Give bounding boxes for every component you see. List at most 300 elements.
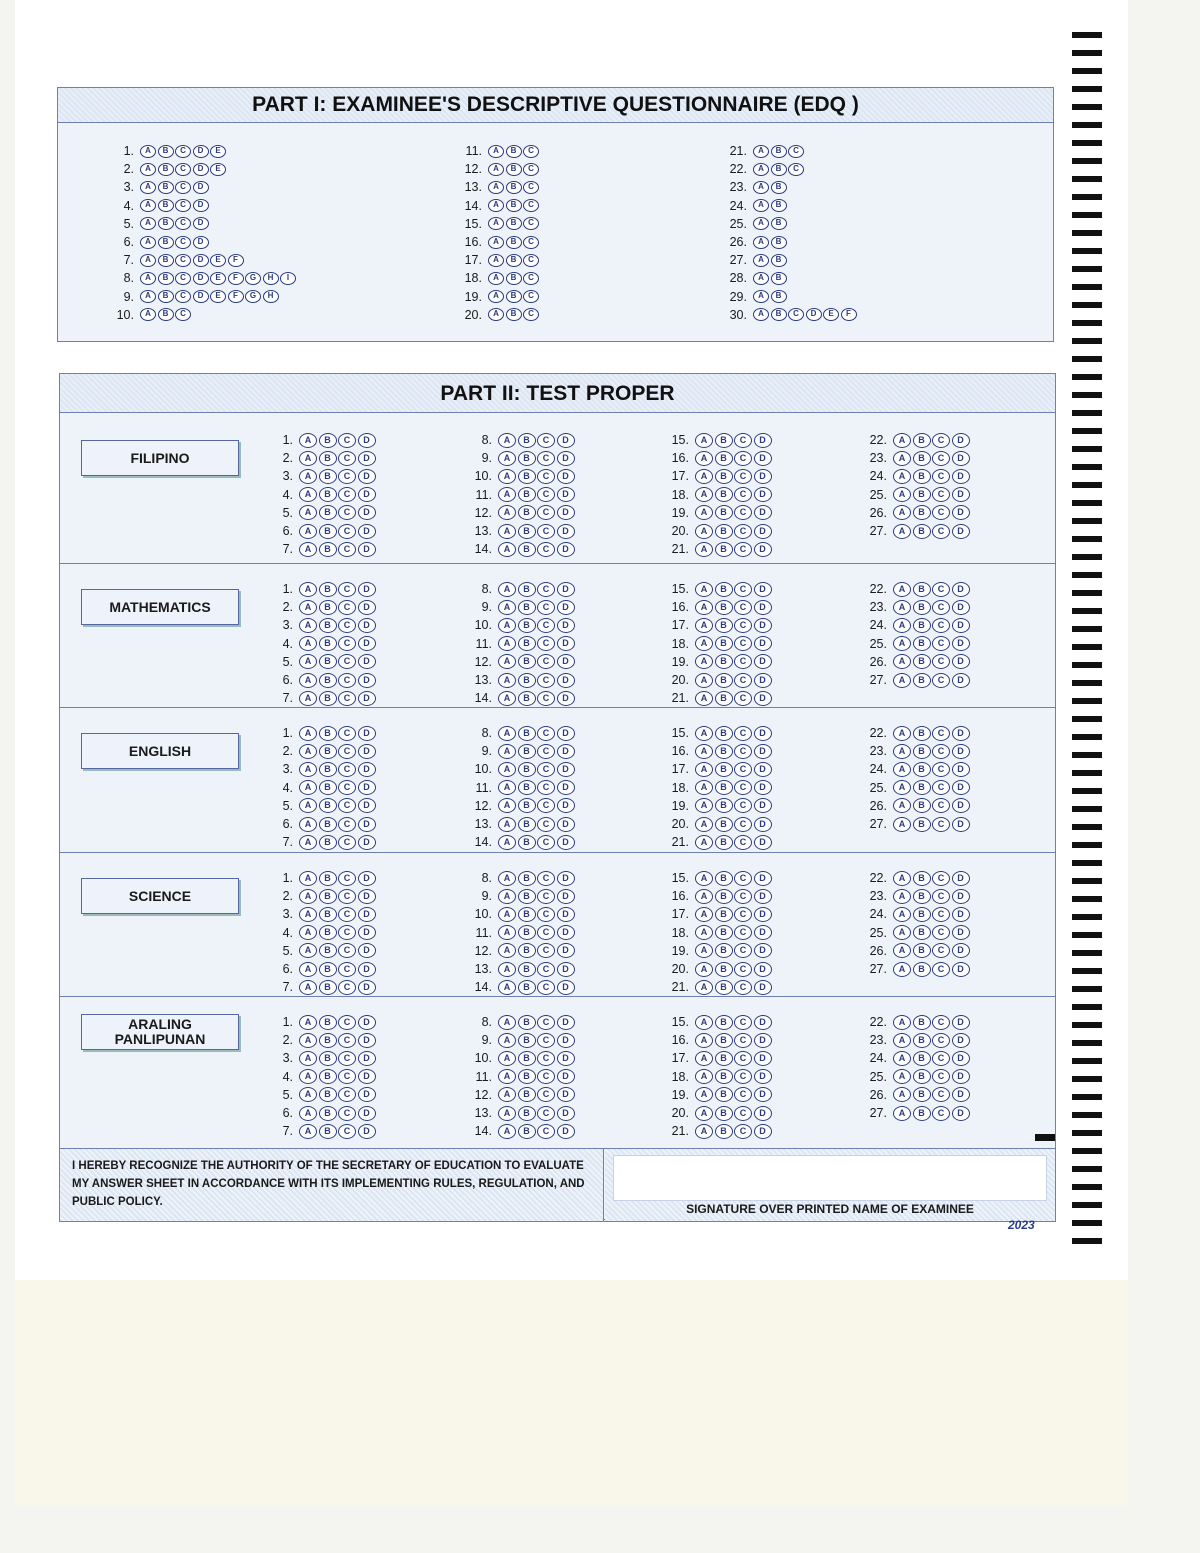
answer-bubble-d[interactable]: D	[358, 780, 376, 795]
answer-bubble-d[interactable]: D	[754, 673, 772, 688]
answer-bubble-a[interactable]: A	[893, 1033, 911, 1048]
answer-bubble-c[interactable]: C	[932, 744, 950, 759]
answer-bubble-b[interactable]: B	[913, 451, 931, 466]
answer-bubble-a[interactable]: A	[498, 835, 516, 850]
answer-bubble-a[interactable]: A	[695, 1087, 713, 1102]
answer-bubble-d[interactable]: D	[193, 290, 209, 303]
answer-bubble-b[interactable]: B	[158, 254, 174, 267]
answer-bubble-b[interactable]: B	[319, 962, 337, 977]
answer-bubble-b[interactable]: B	[518, 691, 536, 706]
answer-bubble-c[interactable]: C	[537, 636, 555, 651]
answer-bubble-b[interactable]: B	[913, 744, 931, 759]
answer-bubble-b[interactable]: B	[518, 962, 536, 977]
answer-bubble-a[interactable]: A	[299, 817, 317, 832]
answer-bubble-b[interactable]: B	[518, 726, 536, 741]
answer-bubble-e[interactable]: E	[210, 290, 226, 303]
answer-bubble-c[interactable]: C	[734, 907, 752, 922]
answer-bubble-d[interactable]: D	[952, 871, 970, 886]
answer-bubble-a[interactable]: A	[299, 505, 317, 520]
answer-bubble-c[interactable]: C	[932, 600, 950, 615]
answer-bubble-d[interactable]: D	[557, 1124, 575, 1139]
answer-bubble-b[interactable]: B	[319, 1069, 337, 1084]
answer-bubble-c[interactable]: C	[537, 691, 555, 706]
answer-bubble-b[interactable]: B	[913, 1087, 931, 1102]
answer-bubble-d[interactable]: D	[358, 1124, 376, 1139]
answer-bubble-a[interactable]: A	[498, 889, 516, 904]
answer-bubble-d[interactable]: D	[754, 1069, 772, 1084]
answer-bubble-c[interactable]: C	[734, 582, 752, 597]
answer-bubble-d[interactable]: D	[952, 469, 970, 484]
answer-bubble-a[interactable]: A	[695, 1069, 713, 1084]
answer-bubble-a[interactable]: A	[299, 654, 317, 669]
answer-bubble-a[interactable]: A	[488, 290, 504, 303]
answer-bubble-b[interactable]: B	[319, 451, 337, 466]
answer-bubble-a[interactable]: A	[498, 1106, 516, 1121]
answer-bubble-d[interactable]: D	[358, 524, 376, 539]
answer-bubble-d[interactable]: D	[952, 1033, 970, 1048]
answer-bubble-d[interactable]: D	[557, 835, 575, 850]
answer-bubble-c[interactable]: C	[537, 505, 555, 520]
answer-bubble-d[interactable]: D	[754, 505, 772, 520]
answer-bubble-a[interactable]: A	[299, 726, 317, 741]
answer-bubble-a[interactable]: A	[695, 673, 713, 688]
answer-bubble-a[interactable]: A	[488, 217, 504, 230]
answer-bubble-h[interactable]: H	[263, 290, 279, 303]
answer-bubble-a[interactable]: A	[695, 871, 713, 886]
answer-bubble-b[interactable]: B	[518, 1087, 536, 1102]
answer-bubble-d[interactable]: D	[557, 673, 575, 688]
answer-bubble-b[interactable]: B	[913, 487, 931, 502]
answer-bubble-a[interactable]: A	[893, 1087, 911, 1102]
answer-bubble-b[interactable]: B	[518, 542, 536, 557]
answer-bubble-d[interactable]: D	[358, 1087, 376, 1102]
answer-bubble-c[interactable]: C	[537, 1051, 555, 1066]
answer-bubble-c[interactable]: C	[338, 469, 356, 484]
answer-bubble-a[interactable]: A	[488, 163, 504, 176]
answer-bubble-c[interactable]: C	[175, 236, 191, 249]
answer-bubble-c[interactable]: C	[734, 726, 752, 741]
answer-bubble-d[interactable]: D	[557, 925, 575, 940]
answer-bubble-b[interactable]: B	[771, 236, 787, 249]
answer-bubble-b[interactable]: B	[913, 780, 931, 795]
answer-bubble-d[interactable]: D	[358, 871, 376, 886]
answer-bubble-d[interactable]: D	[358, 1069, 376, 1084]
answer-bubble-c[interactable]: C	[175, 181, 191, 194]
answer-bubble-c[interactable]: C	[734, 542, 752, 557]
answer-bubble-c[interactable]: C	[734, 1015, 752, 1030]
answer-bubble-a[interactable]: A	[140, 199, 156, 212]
answer-bubble-c[interactable]: C	[734, 835, 752, 850]
answer-bubble-e[interactable]: E	[210, 272, 226, 285]
answer-bubble-a[interactable]: A	[498, 524, 516, 539]
answer-bubble-a[interactable]: A	[498, 780, 516, 795]
answer-bubble-c[interactable]: C	[788, 308, 804, 321]
answer-bubble-c[interactable]: C	[537, 962, 555, 977]
answer-bubble-a[interactable]: A	[893, 505, 911, 520]
answer-bubble-a[interactable]: A	[299, 600, 317, 615]
answer-bubble-c[interactable]: C	[338, 1015, 356, 1030]
answer-bubble-d[interactable]: D	[952, 798, 970, 813]
answer-bubble-d[interactable]: D	[952, 925, 970, 940]
answer-bubble-a[interactable]: A	[695, 636, 713, 651]
answer-bubble-a[interactable]: A	[498, 871, 516, 886]
answer-bubble-a[interactable]: A	[893, 1069, 911, 1084]
answer-bubble-d[interactable]: D	[557, 600, 575, 615]
answer-bubble-d[interactable]: D	[754, 817, 772, 832]
answer-bubble-c[interactable]: C	[932, 618, 950, 633]
answer-bubble-d[interactable]: D	[358, 726, 376, 741]
answer-bubble-a[interactable]: A	[695, 691, 713, 706]
answer-bubble-a[interactable]: A	[498, 433, 516, 448]
answer-bubble-a[interactable]: A	[695, 654, 713, 669]
answer-bubble-c[interactable]: C	[338, 943, 356, 958]
answer-bubble-c[interactable]: C	[734, 487, 752, 502]
answer-bubble-d[interactable]: D	[557, 726, 575, 741]
answer-bubble-b[interactable]: B	[518, 487, 536, 502]
answer-bubble-d[interactable]: D	[358, 600, 376, 615]
answer-bubble-e[interactable]: E	[210, 163, 226, 176]
answer-bubble-d[interactable]: D	[952, 600, 970, 615]
answer-bubble-c[interactable]: C	[523, 290, 539, 303]
answer-bubble-a[interactable]: A	[498, 943, 516, 958]
answer-bubble-a[interactable]: A	[498, 469, 516, 484]
answer-bubble-b[interactable]: B	[518, 1106, 536, 1121]
answer-bubble-b[interactable]: B	[913, 889, 931, 904]
answer-bubble-a[interactable]: A	[488, 199, 504, 212]
answer-bubble-d[interactable]: D	[557, 780, 575, 795]
answer-bubble-b[interactable]: B	[319, 469, 337, 484]
answer-bubble-b[interactable]: B	[771, 290, 787, 303]
answer-bubble-a[interactable]: A	[140, 290, 156, 303]
answer-bubble-a[interactable]: A	[893, 907, 911, 922]
answer-bubble-d[interactable]: D	[358, 505, 376, 520]
answer-bubble-c[interactable]: C	[338, 691, 356, 706]
answer-bubble-d[interactable]: D	[358, 798, 376, 813]
answer-bubble-a[interactable]: A	[695, 618, 713, 633]
answer-bubble-c[interactable]: C	[537, 943, 555, 958]
answer-bubble-b[interactable]: B	[715, 835, 733, 850]
answer-bubble-b[interactable]: B	[319, 835, 337, 850]
answer-bubble-c[interactable]: C	[338, 618, 356, 633]
answer-bubble-d[interactable]: D	[358, 962, 376, 977]
answer-bubble-c[interactable]: C	[734, 1087, 752, 1102]
answer-bubble-c[interactable]: C	[932, 469, 950, 484]
answer-bubble-b[interactable]: B	[158, 272, 174, 285]
answer-bubble-d[interactable]: D	[193, 199, 209, 212]
answer-bubble-b[interactable]: B	[771, 308, 787, 321]
answer-bubble-a[interactable]: A	[498, 1069, 516, 1084]
answer-bubble-c[interactable]: C	[537, 744, 555, 759]
answer-bubble-d[interactable]: D	[557, 762, 575, 777]
answer-bubble-a[interactable]: A	[753, 181, 769, 194]
answer-bubble-b[interactable]: B	[771, 145, 787, 158]
answer-bubble-b[interactable]: B	[715, 943, 733, 958]
answer-bubble-a[interactable]: A	[695, 817, 713, 832]
answer-bubble-c[interactable]: C	[537, 817, 555, 832]
answer-bubble-b[interactable]: B	[518, 943, 536, 958]
answer-bubble-b[interactable]: B	[158, 308, 174, 321]
answer-bubble-a[interactable]: A	[498, 798, 516, 813]
answer-bubble-b[interactable]: B	[319, 1124, 337, 1139]
answer-bubble-b[interactable]: B	[913, 1033, 931, 1048]
answer-bubble-d[interactable]: D	[952, 1069, 970, 1084]
answer-bubble-c[interactable]: C	[338, 542, 356, 557]
answer-bubble-c[interactable]: C	[537, 1087, 555, 1102]
answer-bubble-d[interactable]: D	[358, 618, 376, 633]
answer-bubble-a[interactable]: A	[893, 673, 911, 688]
answer-bubble-c[interactable]: C	[734, 817, 752, 832]
answer-bubble-b[interactable]: B	[715, 1033, 733, 1048]
answer-bubble-a[interactable]: A	[753, 199, 769, 212]
answer-bubble-a[interactable]: A	[753, 272, 769, 285]
answer-bubble-b[interactable]: B	[913, 726, 931, 741]
answer-bubble-d[interactable]: D	[754, 980, 772, 995]
answer-bubble-b[interactable]: B	[518, 524, 536, 539]
answer-bubble-a[interactable]: A	[498, 542, 516, 557]
answer-bubble-c[interactable]: C	[338, 487, 356, 502]
answer-bubble-a[interactable]: A	[498, 925, 516, 940]
answer-bubble-c[interactable]: C	[537, 925, 555, 940]
answer-bubble-a[interactable]: A	[893, 817, 911, 832]
answer-bubble-c[interactable]: C	[338, 835, 356, 850]
answer-bubble-a[interactable]: A	[695, 505, 713, 520]
answer-bubble-d[interactable]: D	[754, 654, 772, 669]
answer-bubble-b[interactable]: B	[913, 505, 931, 520]
answer-bubble-d[interactable]: D	[557, 889, 575, 904]
answer-bubble-c[interactable]: C	[338, 762, 356, 777]
answer-bubble-b[interactable]: B	[913, 798, 931, 813]
answer-bubble-d[interactable]: D	[557, 1087, 575, 1102]
answer-bubble-d[interactable]: D	[358, 1033, 376, 1048]
answer-bubble-b[interactable]: B	[715, 524, 733, 539]
answer-bubble-c[interactable]: C	[338, 889, 356, 904]
answer-bubble-c[interactable]: C	[932, 451, 950, 466]
answer-bubble-d[interactable]: D	[358, 1051, 376, 1066]
answer-bubble-a[interactable]: A	[753, 254, 769, 267]
answer-bubble-c[interactable]: C	[537, 618, 555, 633]
answer-bubble-a[interactable]: A	[498, 1033, 516, 1048]
answer-bubble-d[interactable]: D	[358, 889, 376, 904]
answer-bubble-b[interactable]: B	[158, 217, 174, 230]
answer-bubble-b[interactable]: B	[913, 600, 931, 615]
answer-bubble-c[interactable]: C	[338, 1106, 356, 1121]
answer-bubble-a[interactable]: A	[299, 691, 317, 706]
answer-bubble-a[interactable]: A	[893, 943, 911, 958]
answer-bubble-c[interactable]: C	[175, 290, 191, 303]
answer-bubble-b[interactable]: B	[715, 925, 733, 940]
answer-bubble-a[interactable]: A	[498, 600, 516, 615]
answer-bubble-b[interactable]: B	[715, 1051, 733, 1066]
answer-bubble-d[interactable]: D	[193, 145, 209, 158]
answer-bubble-c[interactable]: C	[734, 1069, 752, 1084]
answer-bubble-d[interactable]: D	[358, 943, 376, 958]
answer-bubble-a[interactable]: A	[695, 835, 713, 850]
answer-bubble-c[interactable]: C	[734, 600, 752, 615]
answer-bubble-c[interactable]: C	[932, 673, 950, 688]
answer-bubble-b[interactable]: B	[518, 433, 536, 448]
answer-bubble-b[interactable]: B	[715, 433, 733, 448]
answer-bubble-a[interactable]: A	[299, 1015, 317, 1030]
answer-bubble-a[interactable]: A	[299, 798, 317, 813]
answer-bubble-c[interactable]: C	[932, 726, 950, 741]
answer-bubble-b[interactable]: B	[319, 505, 337, 520]
answer-bubble-d[interactable]: D	[754, 582, 772, 597]
answer-bubble-a[interactable]: A	[498, 618, 516, 633]
answer-bubble-c[interactable]: C	[788, 163, 804, 176]
answer-bubble-c[interactable]: C	[734, 980, 752, 995]
answer-bubble-a[interactable]: A	[695, 1051, 713, 1066]
answer-bubble-c[interactable]: C	[932, 654, 950, 669]
answer-bubble-a[interactable]: A	[695, 925, 713, 940]
answer-bubble-d[interactable]: D	[557, 817, 575, 832]
answer-bubble-d[interactable]: D	[952, 654, 970, 669]
answer-bubble-b[interactable]: B	[715, 780, 733, 795]
answer-bubble-a[interactable]: A	[893, 618, 911, 633]
answer-bubble-b[interactable]: B	[518, 1051, 536, 1066]
answer-bubble-c[interactable]: C	[537, 582, 555, 597]
answer-bubble-a[interactable]: A	[140, 163, 156, 176]
answer-bubble-b[interactable]: B	[518, 673, 536, 688]
answer-bubble-b[interactable]: B	[715, 762, 733, 777]
answer-bubble-a[interactable]: A	[140, 254, 156, 267]
answer-bubble-a[interactable]: A	[299, 618, 317, 633]
answer-bubble-b[interactable]: B	[771, 199, 787, 212]
answer-bubble-b[interactable]: B	[518, 1124, 536, 1139]
answer-bubble-a[interactable]: A	[893, 1106, 911, 1121]
answer-bubble-b[interactable]: B	[913, 582, 931, 597]
answer-bubble-a[interactable]: A	[498, 487, 516, 502]
answer-bubble-c[interactable]: C	[932, 889, 950, 904]
answer-bubble-b[interactable]: B	[319, 1051, 337, 1066]
answer-bubble-b[interactable]: B	[506, 199, 522, 212]
answer-bubble-f[interactable]: F	[228, 254, 244, 267]
answer-bubble-c[interactable]: C	[338, 1033, 356, 1048]
answer-bubble-b[interactable]: B	[771, 217, 787, 230]
answer-bubble-c[interactable]: C	[734, 780, 752, 795]
answer-bubble-d[interactable]: D	[193, 236, 209, 249]
answer-bubble-b[interactable]: B	[319, 433, 337, 448]
answer-bubble-a[interactable]: A	[140, 308, 156, 321]
answer-bubble-d[interactable]: D	[952, 673, 970, 688]
answer-bubble-a[interactable]: A	[498, 980, 516, 995]
answer-bubble-f[interactable]: F	[228, 290, 244, 303]
answer-bubble-c[interactable]: C	[537, 542, 555, 557]
answer-bubble-b[interactable]: B	[319, 673, 337, 688]
answer-bubble-b[interactable]: B	[715, 1106, 733, 1121]
answer-bubble-d[interactable]: D	[557, 1069, 575, 1084]
answer-bubble-d[interactable]: D	[754, 744, 772, 759]
answer-bubble-a[interactable]: A	[299, 744, 317, 759]
answer-bubble-a[interactable]: A	[893, 962, 911, 977]
answer-bubble-c[interactable]: C	[338, 726, 356, 741]
answer-bubble-c[interactable]: C	[175, 217, 191, 230]
answer-bubble-b[interactable]: B	[518, 835, 536, 850]
answer-bubble-c[interactable]: C	[932, 907, 950, 922]
answer-bubble-a[interactable]: A	[498, 451, 516, 466]
answer-bubble-d[interactable]: D	[557, 744, 575, 759]
answer-bubble-a[interactable]: A	[893, 780, 911, 795]
answer-bubble-b[interactable]: B	[518, 871, 536, 886]
answer-bubble-d[interactable]: D	[952, 943, 970, 958]
answer-bubble-a[interactable]: A	[299, 542, 317, 557]
answer-bubble-d[interactable]: D	[557, 798, 575, 813]
answer-bubble-c[interactable]: C	[537, 1069, 555, 1084]
answer-bubble-c[interactable]: C	[175, 163, 191, 176]
answer-bubble-a[interactable]: A	[695, 542, 713, 557]
answer-bubble-d[interactable]: D	[557, 618, 575, 633]
answer-bubble-a[interactable]: A	[498, 762, 516, 777]
answer-bubble-c[interactable]: C	[734, 962, 752, 977]
answer-bubble-a[interactable]: A	[695, 962, 713, 977]
answer-bubble-b[interactable]: B	[913, 817, 931, 832]
answer-bubble-d[interactable]: D	[754, 726, 772, 741]
answer-bubble-c[interactable]: C	[537, 889, 555, 904]
answer-bubble-b[interactable]: B	[715, 451, 733, 466]
answer-bubble-b[interactable]: B	[913, 524, 931, 539]
answer-bubble-d[interactable]: D	[754, 618, 772, 633]
answer-bubble-b[interactable]: B	[715, 636, 733, 651]
answer-bubble-c[interactable]: C	[734, 433, 752, 448]
answer-bubble-b[interactable]: B	[319, 524, 337, 539]
answer-bubble-d[interactable]: D	[754, 600, 772, 615]
answer-bubble-c[interactable]: C	[734, 673, 752, 688]
answer-bubble-a[interactable]: A	[893, 744, 911, 759]
answer-bubble-a[interactable]: A	[695, 1015, 713, 1030]
answer-bubble-b[interactable]: B	[319, 889, 337, 904]
answer-bubble-a[interactable]: A	[299, 1051, 317, 1066]
answer-bubble-d[interactable]: D	[358, 1015, 376, 1030]
answer-bubble-d[interactable]: D	[806, 308, 822, 321]
answer-bubble-c[interactable]: C	[537, 451, 555, 466]
answer-bubble-c[interactable]: C	[734, 798, 752, 813]
answer-bubble-d[interactable]: D	[952, 524, 970, 539]
answer-bubble-d[interactable]: D	[952, 433, 970, 448]
answer-bubble-c[interactable]: C	[932, 780, 950, 795]
answer-bubble-d[interactable]: D	[754, 1051, 772, 1066]
answer-bubble-b[interactable]: B	[319, 871, 337, 886]
answer-bubble-d[interactable]: D	[358, 469, 376, 484]
answer-bubble-c[interactable]: C	[537, 1106, 555, 1121]
answer-bubble-d[interactable]: D	[754, 889, 772, 904]
answer-bubble-a[interactable]: A	[498, 582, 516, 597]
answer-bubble-a[interactable]: A	[498, 654, 516, 669]
answer-bubble-d[interactable]: D	[952, 889, 970, 904]
answer-bubble-d[interactable]: D	[754, 907, 772, 922]
answer-bubble-c[interactable]: C	[734, 762, 752, 777]
answer-bubble-a[interactable]: A	[299, 780, 317, 795]
answer-bubble-d[interactable]: D	[358, 907, 376, 922]
answer-bubble-d[interactable]: D	[754, 1015, 772, 1030]
answer-bubble-c[interactable]: C	[338, 582, 356, 597]
answer-bubble-d[interactable]: D	[358, 582, 376, 597]
answer-bubble-d[interactable]: D	[557, 582, 575, 597]
answer-bubble-g[interactable]: G	[245, 272, 261, 285]
answer-bubble-a[interactable]: A	[299, 1033, 317, 1048]
answer-bubble-b[interactable]: B	[913, 1069, 931, 1084]
answer-bubble-d[interactable]: D	[952, 817, 970, 832]
answer-bubble-c[interactable]: C	[932, 1106, 950, 1121]
answer-bubble-a[interactable]: A	[695, 980, 713, 995]
answer-bubble-b[interactable]: B	[913, 943, 931, 958]
signature-field[interactable]	[613, 1155, 1047, 1201]
answer-bubble-a[interactable]: A	[695, 451, 713, 466]
answer-bubble-c[interactable]: C	[537, 487, 555, 502]
answer-bubble-c[interactable]: C	[788, 145, 804, 158]
answer-bubble-b[interactable]: B	[913, 636, 931, 651]
answer-bubble-d[interactable]: D	[754, 962, 772, 977]
answer-bubble-b[interactable]: B	[715, 907, 733, 922]
answer-bubble-d[interactable]: D	[952, 1106, 970, 1121]
